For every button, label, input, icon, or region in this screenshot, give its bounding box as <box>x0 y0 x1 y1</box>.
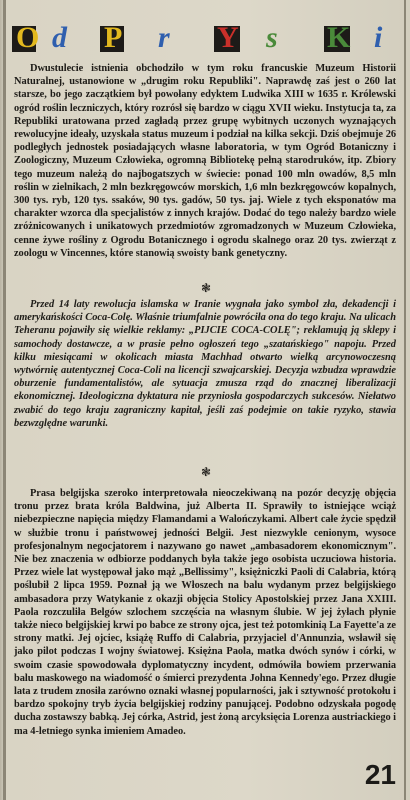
page-number: 21 <box>364 759 396 790</box>
article-coca-cola-iran: Przed 14 laty rewolucja islamska w Iranie wygnała jako symbol zła, dekadencji i amerykańskości Coca-Colę. Właśnie triumfalnie powróciła ona do tego kraju. Na ulicach Teheranu pojawiły się wielkie reklamy: „PIJCIE COCA-COLĘ"; reklamują ją sklepy i samochody dostawcze, a w prasie pełno ogłoszeń tego „szatańskiego" napoju. Przed kilku miesiącami w okolicach miasta Machhad otwarto wielką arcynowoczesną wytwórnię autentycznej Coca-Coli na licencji szwajcarskiej. Decyzja wzbudza wprawdzie oburzenie fundamentalistów, ale sytuacja zmusza rząd do znacznej liberalizacji ekonomicznej. Ideologiczna dyktatura nie przyniosła gospodarczych sukcesów. Niełatwo zwabić do tego kraju zagraniczny kapitał, jeśli zaś podejmie on takie ryzyko, stawia bezwzględne warunki. <box>14 299 396 429</box>
masthead-letter: s <box>266 21 278 54</box>
section-separator-ornament: ❃ <box>200 465 212 479</box>
masthead-odpryski <box>8 18 404 60</box>
article-belgian-king-albert: Prasa belgijska szeroko interpretowała nieoczekiwaną na pozór decyzję objęcia tronu przez brata króla Baldwina, już Alberta II. Sprawiły to istniejące wciąż niebezpieczne napięcia między Flamandami a Walończykami. Albert całe życie spędził w służbie tronu i państwowej jedności Belgii. Jest niezwykle cenionym, wysoce profesjonalnym negocjatorem i nazywano go nawet „ambasadorem ekonomicznym". Nie bez znaczenia w odbiorze poddanych była także jego osobista uczuciowa historia. Przez wiele lat występował jako mąż „Bellissimy", księżniczki Paoli di Calabria, którą poślubił 2 lipca 1959. Poznał ją we Włoszech na balu wydanym przez belgijskiego ambasadora przy Watykanie z okazji objęcia Stolicy Apostolskiej przez Jana XXIII. Paola rozczuliła Belgów szlochem szczęścia na własnym ślubie. W jej żyłach płynie także nieco belgijskiej krwi po babce ze strony ojca, jest też potomkinią La Fayette'a ze strony matki. Jej ojciec, książę Ruffo di Calabria, przyjaciel d'Annunzia, wsławił się jako pilot podczas I wojny światowej. Księżna Paola, matka dwóch synów i córki, w swoim czasie spowodowała dyplomatyczny incydent, odmówiła bowiem przerwania balu maskowego na wiadomość o śmierci prezydenta Johna Kennedy'ego. Przez długie lata z trudem znosiła zarówno oznaki własnej popularności, jak i sztywność protokołu i bardzo spokojny tryb życia belgijskiej rodziny panującej. Podobno odzyskała pogodę ducha zostawszy babką. Jej córka, Astrid, jest żoną arcyksięcia Lorenza austriackiego i ma 4-letniego synka imieniem Amadeo. <box>14 488 397 737</box>
masthead-letter: K <box>327 21 351 54</box>
masthead-letter: i <box>374 21 383 54</box>
masthead-letter: d <box>52 21 67 54</box>
masthead-letter: P <box>104 21 123 54</box>
section-separator-ornament: ❃ <box>200 281 212 295</box>
masthead-letter: Y <box>217 21 239 54</box>
masthead-letter: O <box>16 21 40 54</box>
article-museum-natural-history: Dwustulecie istnienia obchodziło w tym roku francuskie Muzeum Historii Naturalnej, ustanowione w „drugim roku Republiki". Naprawdę zaś jest o 260 lat starsze, bo jego zaczątkiem był powołany edyktem Ludwika XIII w 1635 r. Królewski ogród roślin leczniczych, który rozrósł się bardzo w ciągu XVII wieku. Instytucja ta, za Republiki uratowana przed zagładą przez grupę wybitnych uczonych wyznających rewolucyjne ideały, uzyskała status muzeum i podział na kilka sekcji. Dziś obejmuje 26 podległych jednostek posiadających własne laboratoria, w tym Ogród Botaniczny i Zoologiczny, Muzeum Człowieka, ogromną Bibliotekę pełną starodruków, itp. Zbiory tego muzeum należą do najbogatszych w świecie: ponad 100 mln owadów, 8,5 mln roślin w zielnikach, 2 mln bezkręgowców morskich, 1,6 mln bezkręgowców kopalnych, 300 tys. ryb, 120 tys. ssaków, 90 tys. gadów, 50 tys. jaj. Wiele z tych eksponatów ma charakter wzorca dla specjalistów z innych krajów. Dodać do tego należy bardzo wiele zróżnicowanych i unikatowych przedmiotów zgromadzonych w Muzeum Człowieka, cenne żywe rośliny z Ogrodu Botanicznego i ogrodu skalnego oraz 20 tys. zwierząt z zoologu w Vincennes, które stanowią swoisty bank genetyczny. <box>14 63 396 259</box>
right-page-border <box>404 0 406 800</box>
masthead-letter: r <box>158 21 170 54</box>
left-page-border <box>3 0 6 800</box>
